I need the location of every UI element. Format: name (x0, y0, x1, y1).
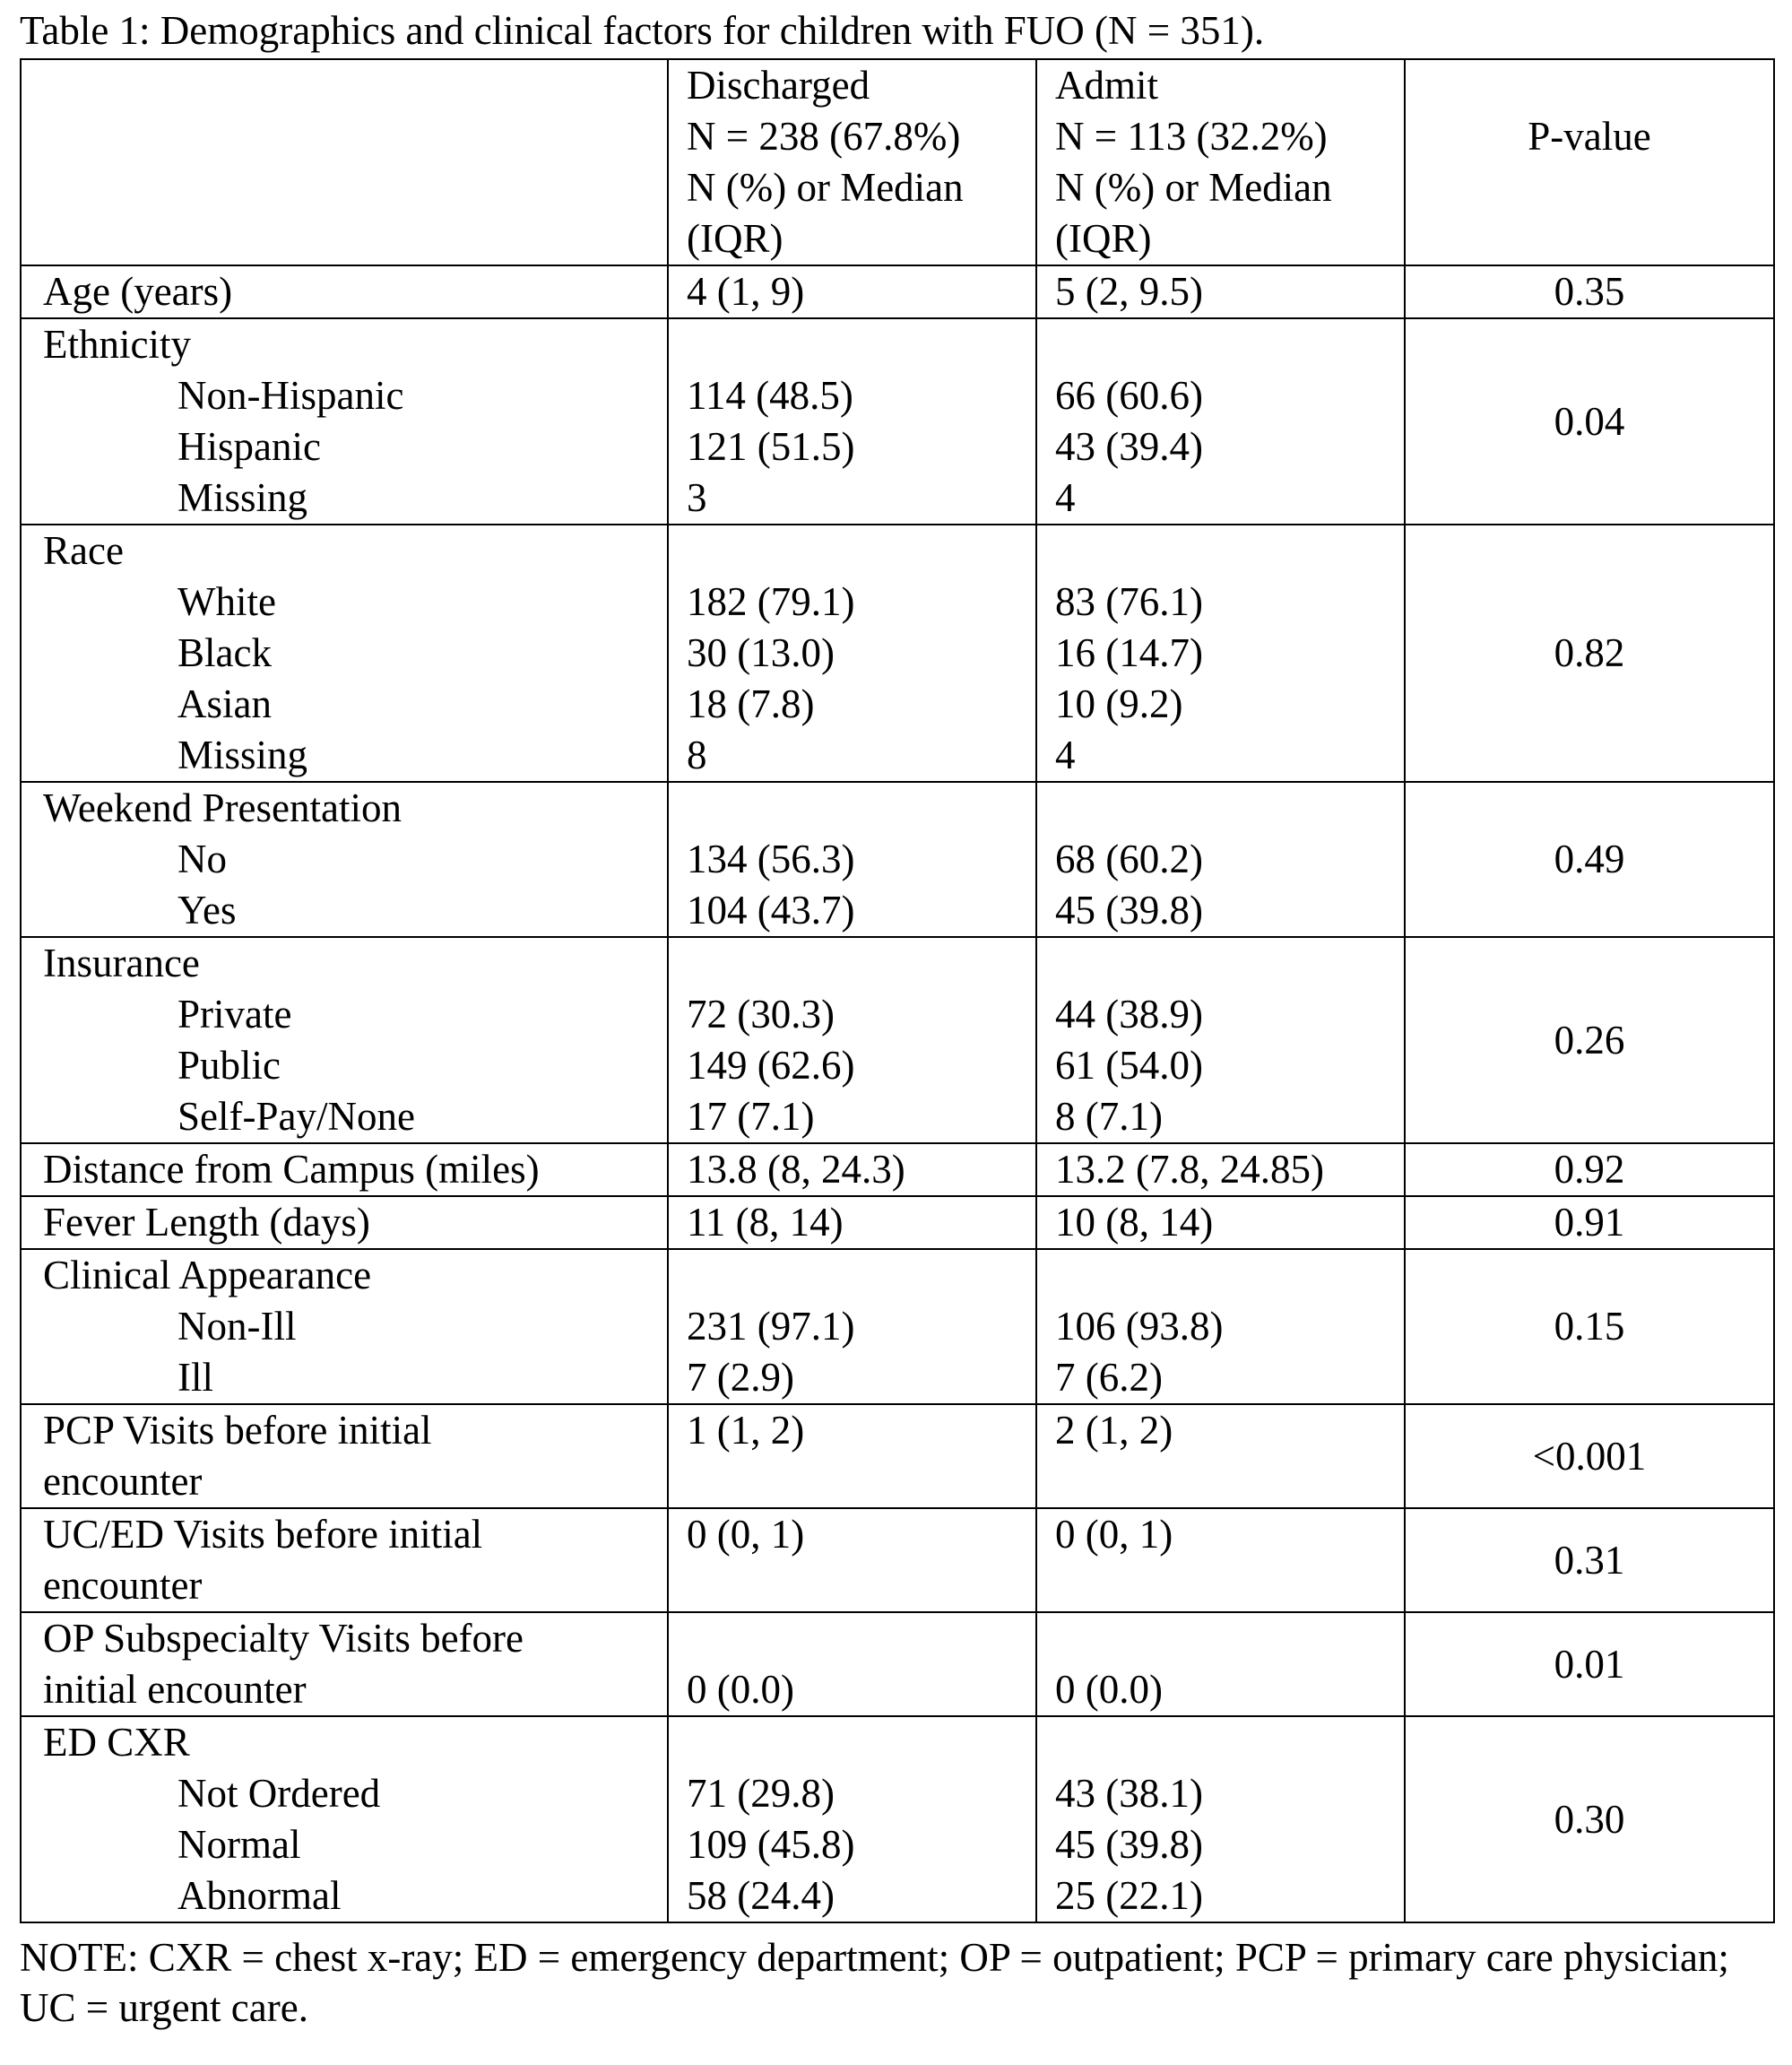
discharged-cell (668, 1612, 1036, 1716)
header-discharged-line: (IQR) (687, 216, 783, 261)
row-sublabel: Public (177, 1043, 281, 1088)
row-label: Race (43, 528, 124, 573)
header-empty-cell (21, 59, 668, 265)
discharged-value (687, 1456, 1026, 1507)
pvalue-cell: 0.04 (1405, 318, 1774, 525)
discharged-value (687, 1717, 1026, 1768)
table-row (21, 1612, 1774, 1716)
table-row (21, 1404, 1774, 1508)
admit-value: 0 (0, 1) (1055, 1512, 1173, 1557)
admit-value (1055, 1717, 1395, 1768)
header-discharged (668, 59, 1036, 265)
discharged-cell (668, 1143, 1036, 1196)
discharged-value (687, 1560, 1026, 1611)
admit-value (1055, 1560, 1395, 1611)
header-admit-line: Admit (1055, 63, 1159, 108)
admit-cell (1036, 937, 1405, 1143)
row-sublabel: Abnormal (177, 1873, 342, 1918)
row-label-cell (21, 937, 668, 1143)
discharged-value: 11 (8, 14) (687, 1200, 844, 1245)
row-label-cell (21, 1249, 668, 1404)
discharged-cell (668, 1196, 1036, 1249)
discharged-value (687, 783, 1026, 834)
admit-value: 68 (60.2) (1055, 837, 1203, 881)
admit-value: 43 (38.1) (1055, 1771, 1203, 1816)
pvalue-cell: 0.26 (1405, 937, 1774, 1143)
table-note: NOTE: CXR = chest x-ray; ED = emergency department; OP = outpatient; PCP = primary care physician; UC = urgent care. (20, 1935, 1729, 2030)
row-sublabel: White (177, 579, 276, 624)
row-label-cell (21, 1716, 668, 1922)
pvalue-cell: 0.91 (1405, 1196, 1774, 1249)
discharged-cell (668, 1404, 1036, 1508)
row-label: PCP Visits before initial (43, 1408, 432, 1453)
header-discharged-line: Discharged (687, 63, 870, 108)
admit-value (1055, 525, 1395, 577)
table-row (21, 1249, 1774, 1404)
row-label: Insurance (43, 941, 200, 985)
pvalue-cell: 0.15 (1405, 1249, 1774, 1404)
discharged-cell (668, 1249, 1036, 1404)
header-admit (1036, 59, 1405, 265)
pvalue-cell: 0.31 (1405, 1508, 1774, 1612)
admit-value (1055, 783, 1395, 834)
discharged-value (687, 319, 1026, 370)
row-sublabel: Ill (177, 1355, 213, 1400)
discharged-cell (668, 265, 1036, 318)
discharged-value: 121 (51.5) (687, 424, 855, 469)
pvalue-cell: 0.49 (1405, 782, 1774, 937)
row-sublabel: Non-Hispanic (177, 373, 404, 418)
discharged-value: 71 (29.8) (687, 1771, 835, 1816)
pvalue-cell: 0.30 (1405, 1716, 1774, 1922)
discharged-cell (668, 318, 1036, 525)
admit-value: 66 (60.6) (1055, 373, 1203, 418)
header-admit-line: N (%) or Median (1055, 165, 1332, 210)
admit-value: 45 (39.8) (1055, 1822, 1203, 1867)
discharged-value: 8 (687, 733, 707, 777)
discharged-value: 104 (43.7) (687, 888, 855, 933)
pvalue-cell: 0.92 (1405, 1143, 1774, 1196)
admit-value: 44 (38.9) (1055, 992, 1203, 1037)
discharged-value: 149 (62.6) (687, 1043, 855, 1088)
admit-cell (1036, 1196, 1405, 1249)
discharged-cell (668, 1716, 1036, 1922)
row-label: ED CXR (43, 1720, 190, 1765)
admit-cell (1036, 318, 1405, 525)
discharged-value: 13.8 (8, 24.3) (687, 1147, 905, 1192)
table-row (21, 782, 1774, 937)
admit-value (1055, 1250, 1395, 1301)
header-pvalue: P-value (1405, 59, 1774, 265)
row-label-cell (21, 1612, 668, 1716)
admit-value: 2 (1, 2) (1055, 1408, 1173, 1453)
row-sublabel: Missing (177, 733, 308, 777)
discharged-value: 72 (30.3) (687, 992, 835, 1037)
discharged-value: 30 (13.0) (687, 630, 835, 675)
admit-value (1055, 1613, 1395, 1664)
admit-value: 43 (39.4) (1055, 424, 1203, 469)
row-label-cell (21, 1196, 668, 1249)
discharged-value (687, 1250, 1026, 1301)
row-label: Fever Length (days) (43, 1200, 370, 1245)
pvalue-cell: 0.82 (1405, 525, 1774, 782)
row-label: Ethnicity (43, 322, 191, 367)
table-row (21, 318, 1774, 525)
admit-value: 7 (6.2) (1055, 1355, 1163, 1400)
admit-cell (1036, 1716, 1405, 1922)
row-sublabel: No (177, 837, 227, 881)
discharged-cell (668, 937, 1036, 1143)
admit-value: 16 (14.7) (1055, 630, 1203, 675)
table-row (21, 1143, 1774, 1196)
row-label-cell (21, 1404, 668, 1508)
row-label: Clinical Appearance (43, 1253, 372, 1297)
discharged-value: 17 (7.1) (687, 1094, 815, 1139)
admit-value: 5 (2, 9.5) (1055, 269, 1203, 314)
table-row (21, 265, 1774, 318)
admit-value (1055, 938, 1395, 989)
discharged-value: 18 (7.8) (687, 681, 815, 726)
row-label: initial encounter (43, 1667, 307, 1712)
admit-value: 25 (22.1) (1055, 1873, 1203, 1918)
header-discharged-line: N (%) or Median (687, 165, 964, 210)
admit-cell (1036, 1249, 1405, 1404)
table-row (21, 525, 1774, 782)
row-label: Weekend Presentation (43, 785, 402, 830)
discharged-value (687, 938, 1026, 989)
admit-value: 4 (1055, 733, 1076, 777)
discharged-cell (668, 782, 1036, 937)
admit-cell (1036, 525, 1405, 782)
admit-value: 10 (8, 14) (1055, 1200, 1214, 1245)
discharged-value: 4 (1, 9) (687, 269, 805, 314)
admit-value: 10 (9.2) (1055, 681, 1183, 726)
demographics-table (20, 58, 1775, 1923)
discharged-value: 114 (48.5) (687, 373, 853, 418)
row-sublabel: Missing (177, 475, 308, 520)
admit-cell (1036, 782, 1405, 937)
header-admit-line: N = 113 (32.2%) (1055, 114, 1328, 159)
admit-value: 61 (54.0) (1055, 1043, 1203, 1088)
pvalue-cell: <0.001 (1405, 1404, 1774, 1508)
table-row (21, 937, 1774, 1143)
header-row (21, 59, 1774, 265)
row-label-cell (21, 525, 668, 782)
discharged-value: 231 (97.1) (687, 1304, 855, 1349)
row-label: Age (years) (43, 269, 233, 314)
admit-value (1055, 1456, 1395, 1507)
row-sublabel: Not Ordered (177, 1771, 381, 1816)
row-label: Distance from Campus (miles) (43, 1147, 540, 1192)
admit-cell (1036, 1143, 1405, 1196)
admit-value: 106 (93.8) (1055, 1304, 1224, 1349)
row-label-cell (21, 782, 668, 937)
header-admit-line: (IQR) (1055, 216, 1152, 261)
pvalue-cell: 0.01 (1405, 1612, 1774, 1716)
pvalue-cell: 0.35 (1405, 265, 1774, 318)
admit-value (1055, 319, 1395, 370)
discharged-value: 3 (687, 475, 707, 520)
row-sublabel: Private (177, 992, 292, 1037)
discharged-value: 0 (0.0) (687, 1667, 794, 1712)
row-sublabel: Yes (177, 888, 237, 933)
discharged-value (687, 1613, 1026, 1664)
admit-value: 4 (1055, 475, 1076, 520)
discharged-value: 7 (2.9) (687, 1355, 794, 1400)
discharged-value: 134 (56.3) (687, 837, 855, 881)
row-label: UC/ED Visits before initial (43, 1512, 483, 1557)
row-label-cell (21, 318, 668, 525)
discharged-cell (668, 1508, 1036, 1612)
row-label-cell (21, 1143, 668, 1196)
table-caption: Table 1: Demographics and clinical factors for children with FUO (N = 351). (20, 8, 1265, 53)
row-sublabel: Asian (177, 681, 272, 726)
row-label-cell (21, 265, 668, 318)
admit-cell (1036, 1612, 1405, 1716)
admit-value: 13.2 (7.8, 24.85) (1055, 1147, 1324, 1192)
admit-cell (1036, 265, 1405, 318)
discharged-value (687, 525, 1026, 577)
admit-value: 83 (76.1) (1055, 579, 1203, 624)
admit-value: 0 (0.0) (1055, 1667, 1163, 1712)
table-row (21, 1196, 1774, 1249)
admit-cell (1036, 1508, 1405, 1612)
admit-value: 8 (7.1) (1055, 1094, 1163, 1139)
discharged-cell (668, 525, 1036, 782)
discharged-value: 109 (45.8) (687, 1822, 855, 1867)
discharged-value: 1 (1, 2) (687, 1408, 805, 1453)
row-label: encounter (43, 1459, 203, 1504)
table-row (21, 1716, 1774, 1922)
row-label: encounter (43, 1563, 203, 1608)
row-sublabel: Normal (177, 1822, 301, 1867)
discharged-value: 182 (79.1) (687, 579, 855, 624)
row-sublabel: Self-Pay/None (177, 1094, 415, 1139)
table-row (21, 1508, 1774, 1612)
admit-value: 45 (39.8) (1055, 888, 1203, 933)
row-sublabel: Black (177, 630, 272, 675)
discharged-value: 0 (0, 1) (687, 1512, 805, 1557)
row-sublabel: Hispanic (177, 424, 321, 469)
row-sublabel: Non-Ill (177, 1304, 297, 1349)
discharged-value: 58 (24.4) (687, 1873, 835, 1918)
header-discharged-line: N = 238 (67.8%) (687, 114, 961, 159)
admit-cell (1036, 1404, 1405, 1508)
row-label: OP Subspecialty Visits before (43, 1616, 524, 1661)
table-body (21, 59, 1774, 1922)
row-label-cell (21, 1508, 668, 1612)
